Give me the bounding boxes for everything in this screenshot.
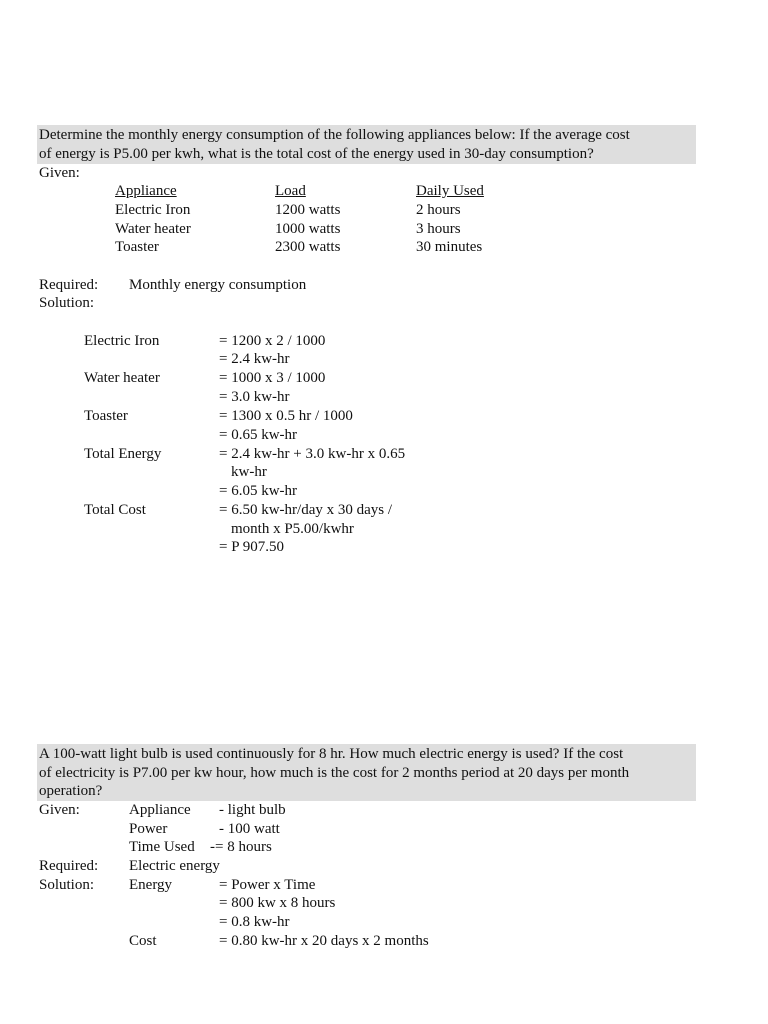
table-header-appliance: Appliance bbox=[115, 183, 177, 199]
table-cell: 2300 watts bbox=[275, 239, 341, 255]
solution-label-total-energy: Total Energy bbox=[84, 446, 162, 462]
problem1-question-line2: of energy is P5.00 per kwh, what is the total cost of the energy used in 30-day consumption? bbox=[39, 146, 594, 162]
problem2-question-line2: of electricity is P7.00 per kw hour, how much is the cost for 2 months period at 20 days per month bbox=[39, 765, 630, 781]
solution-line: = 0.8 kw-hr bbox=[219, 914, 290, 930]
solution-line: = 1300 x 0.5 hr / 1000 bbox=[219, 408, 353, 424]
table-cell: Toaster bbox=[115, 239, 159, 255]
given-label: Appliance bbox=[129, 802, 191, 818]
solution-line: = 0.80 kw-hr x 20 days x 2 months bbox=[219, 933, 429, 949]
problem1-required-value: Monthly energy consumption bbox=[129, 277, 307, 293]
energy-label: Energy bbox=[129, 877, 173, 893]
given-value: - light bulb bbox=[219, 802, 286, 818]
solution-line: = 6.50 kw-hr/day x 30 days / bbox=[219, 502, 393, 518]
table-header-load: Load bbox=[275, 183, 306, 199]
solution-line: = 3.0 kw-hr bbox=[219, 389, 290, 405]
given-value: - 100 watt bbox=[219, 821, 280, 837]
table-cell: 2 hours bbox=[416, 202, 461, 218]
table-cell: Water heater bbox=[115, 221, 191, 237]
table-cell: 30 minutes bbox=[416, 239, 483, 255]
solution-line: = 1200 x 2 / 1000 bbox=[219, 333, 326, 349]
solution-label-toaster: Toaster bbox=[84, 408, 128, 424]
problem2-required-value: Electric energy bbox=[129, 858, 220, 874]
given-value: -= 8 hours bbox=[210, 839, 272, 855]
problem2-question-line1: A 100-watt light bulb is used continuously for 8 hr. How much electric energy is used? If the cost bbox=[39, 746, 624, 762]
solution-label-total-cost: Total Cost bbox=[84, 502, 146, 518]
solution-line: = 800 kw x 8 hours bbox=[219, 895, 336, 911]
problem2-required-label: Required: bbox=[39, 858, 99, 874]
solution-line: = 0.65 kw-hr bbox=[219, 427, 298, 443]
solution-line: month x P5.00/kwhr bbox=[231, 521, 354, 537]
solution-line: = P 907.50 bbox=[219, 539, 284, 555]
problem1-given-label: Given: bbox=[39, 165, 80, 181]
solution-label-electric-iron: Electric Iron bbox=[84, 333, 160, 349]
solution-line: = Power x Time bbox=[219, 877, 316, 893]
problem1-required-label: Required: bbox=[39, 277, 99, 293]
solution-line: = 2.4 kw-hr bbox=[219, 351, 290, 367]
table-cell: 3 hours bbox=[416, 221, 461, 237]
problem2-question-line3: operation? bbox=[39, 783, 103, 799]
solution-label-water-heater: Water heater bbox=[84, 370, 160, 386]
cost-label: Cost bbox=[129, 933, 157, 949]
solution-line: = 6.05 kw-hr bbox=[219, 483, 298, 499]
solution-line: = 1000 x 3 / 1000 bbox=[219, 370, 326, 386]
problem2-given-label: Given: bbox=[39, 802, 80, 818]
solution-line: kw-hr bbox=[231, 464, 267, 480]
table-cell: Electric Iron bbox=[115, 202, 191, 218]
problem1-solution-label: Solution: bbox=[39, 295, 95, 311]
solution-line: = 2.4 kw-hr + 3.0 kw-hr x 0.65 bbox=[219, 446, 406, 462]
table-cell: 1000 watts bbox=[275, 221, 341, 237]
given-label: Time Used bbox=[129, 839, 195, 855]
table-header-daily-used: Daily Used bbox=[416, 183, 484, 199]
problem1-question-line1: Determine the monthly energy consumption of the following appliances below: If the average cost bbox=[39, 127, 630, 143]
table-cell: 1200 watts bbox=[275, 202, 341, 218]
problem2-solution-label: Solution: bbox=[39, 877, 95, 893]
given-label: Power bbox=[129, 821, 168, 837]
